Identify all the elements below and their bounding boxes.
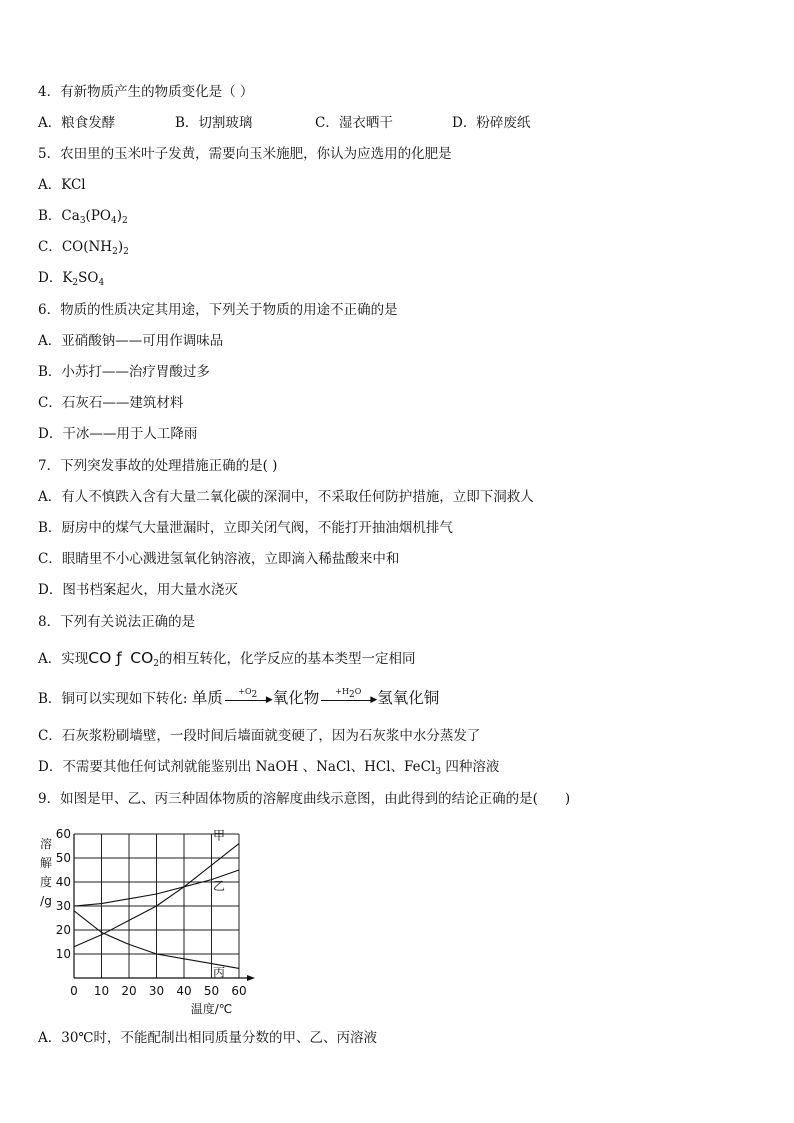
q9-option-a: A．30℃时，不能配制出相同质量分数的甲、乙、丙溶液 — [38, 1030, 378, 1046]
q6-option-a: A．亚硝酸钠——可用作调味品 — [38, 333, 224, 349]
series-label: 丙 — [212, 965, 226, 980]
y-axis-label: 度 — [39, 875, 53, 889]
x-tick-label: 50 — [203, 984, 220, 998]
q5-option-d: D．$K_2SO_4$ — [38, 270, 105, 288]
y-tick-label: 60 — [55, 828, 71, 841]
q4-option-d: D．粉碎废纸 — [452, 115, 531, 131]
y-tick-label: 40 — [55, 875, 71, 889]
solubility-chart — [36, 828, 266, 1018]
series-label: 乙 — [212, 879, 226, 893]
q4-stem: 4．有新物质产生的物质变化是（ ） — [38, 84, 254, 100]
x-axis-arrow-icon — [247, 975, 255, 981]
q7-option-b: B．厨房中的煤气大量泄漏时，立即关闭气阀，不能打开抽油烟机排气 — [38, 520, 453, 536]
y-axis-label: 溶 — [39, 837, 53, 851]
q8-option-a: A．实现CO ƒ $CO_2$的相互转化，化学反应的基本类型一定相同 — [38, 649, 416, 669]
q5-option-a: A．KCl — [38, 177, 86, 193]
q5-option-b: B．$Ca_3(PO_4)_2$ — [38, 208, 128, 226]
q6-option-c: C．石灰石——建筑材料 — [38, 395, 184, 411]
q8-option-c: C．石灰浆粉刷墙壁，一段时间后墙面就变硬了，因为石灰浆中水分蒸发了 — [38, 728, 481, 744]
y-tick-label: 20 — [55, 923, 71, 937]
x-tick-label: 40 — [176, 984, 192, 998]
q4-option-b: B．切割玻璃 — [175, 115, 253, 131]
q9-stem: 9．如图是甲、乙、丙三种固体物质的溶解度曲线示意图，由此得到的结论正确的是( ) — [38, 791, 571, 807]
y-axis-label: /g — [40, 894, 52, 908]
q7-option-c: C．眼睛里不小心溅进氢氧化钠溶液，立即滴入稀盐酸来中和 — [38, 551, 400, 567]
q5-stem: 5．农田里的玉米叶子发黄，需要向玉米施肥，你认为应选用的化肥是 — [38, 146, 452, 162]
x-tick-label: 10 — [93, 984, 110, 998]
arrow-h2o-icon: $+H_2O$ ▶ — [319, 692, 377, 708]
x-tick-label: 0 — [70, 984, 78, 998]
y-tick-label: 10 — [55, 947, 71, 961]
arrow-o2-icon: $+O_2$ ▶ — [223, 692, 273, 708]
x-tick-label: 30 — [148, 984, 165, 998]
y-tick-label: 30 — [55, 899, 71, 913]
series-label: 甲 — [212, 828, 226, 843]
q6-option-b: B．小苏打——治疗胃酸过多 — [38, 364, 210, 380]
q8-option-d: D．不需要其他任何试剂就能鉴别出 NaOH 、NaCl、HCl、FeCl$_3$ 四种溶液 — [38, 759, 500, 777]
q4-option-a: A．粮食发酵 — [38, 115, 116, 131]
q6-option-d: D．干冰——用于人工降雨 — [38, 426, 198, 442]
q8-option-b: B．铜可以实现如下转化: 单质 $+O_2$ ▶ 氧化物 $+H_2O$ ▶ 氢氧化铜 — [38, 686, 440, 707]
q8-stem: 8．下列有关说法正确的是 — [38, 614, 196, 630]
q7-option-d: D．图书档案起火，用大量水浇灭 — [38, 582, 238, 598]
y-tick-label: 50 — [55, 851, 71, 865]
q5-option-c: C．$CO(NH_2)_2$ — [38, 239, 129, 257]
x-tick-label: 60 — [231, 984, 247, 998]
q7-option-a: A．有人不慎跌入含有大量二氧化碳的深洞中，不采取任何防护措施，立即下洞救人 — [38, 489, 534, 505]
q7-stem: 7．下列突发事故的处理措施正确的是( ) — [38, 458, 278, 474]
q6-stem: 6．物质的性质决定其用途，下列关于物质的用途不正确的是 — [38, 302, 398, 318]
q4-option-c: C．湿衣晒干 — [315, 115, 393, 131]
x-axis-label: 温度/℃ — [190, 1002, 233, 1016]
x-tick-label: 20 — [121, 984, 137, 998]
y-axis-label: 解 — [39, 856, 53, 870]
